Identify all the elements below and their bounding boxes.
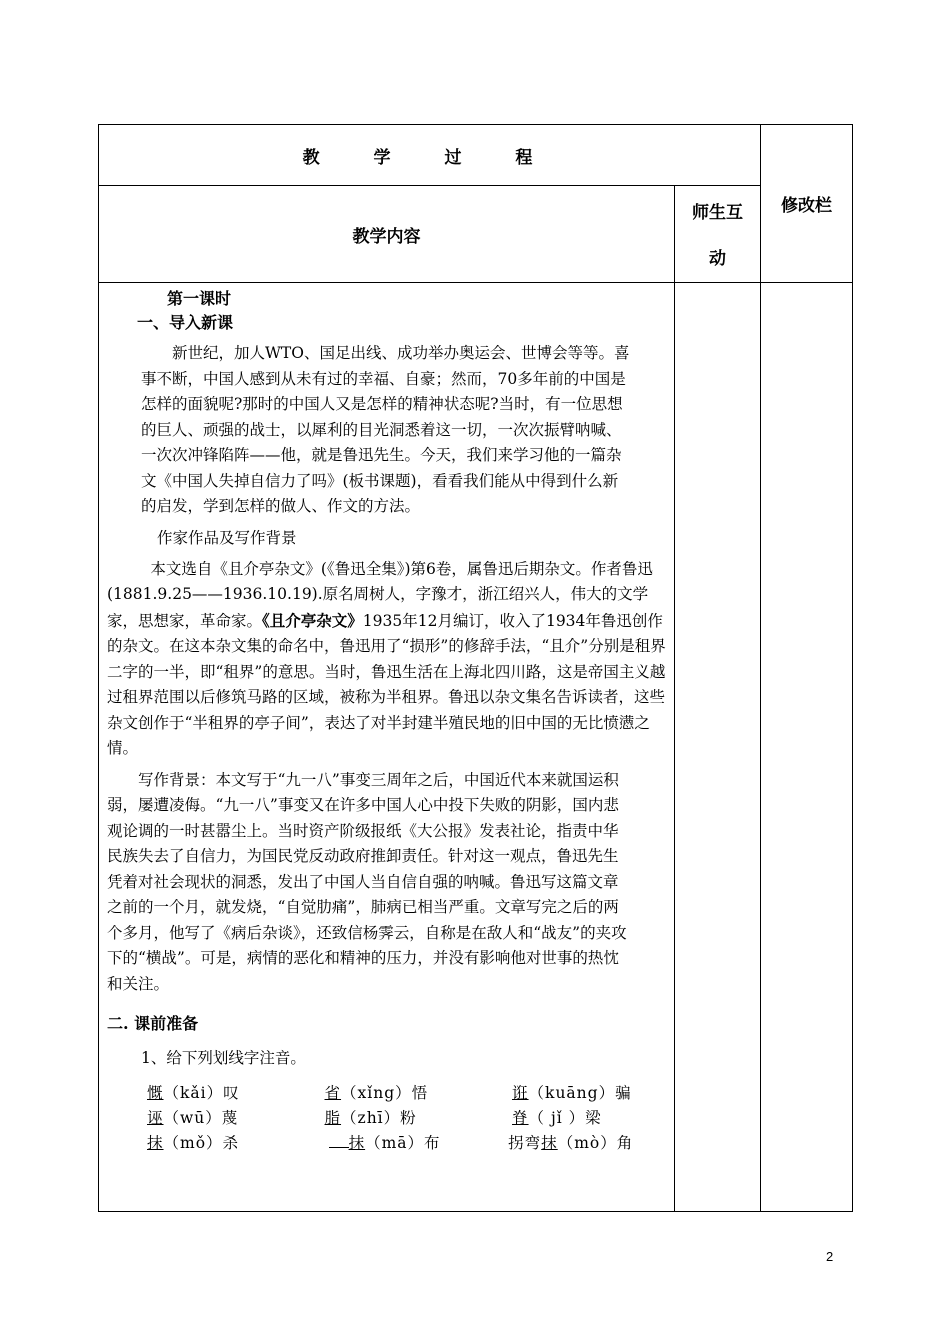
page-number: 2 [826,1249,834,1264]
pinyin-item [496,1106,674,1131]
pinyin-row [147,1081,674,1106]
background-paragraph: 写作背景：本文写于“九一八”事变三周年之后，中国近代本来就国运积弱，屡遭凌侮。“九一八”事变又在许多中国人心中投下失败的阴影，国内悲观论调的一时甚嚣尘上。当时资产阶级报纸《大公报》发表社论，指责中华民族失去了自信力，为国民党反动政府推卸责任。针对这一观点，鲁迅先生凭着对社会现状的洞悉，发出了中国人当自信自强的呐喊。鲁迅写这篇文章之前的一个月，就发烧，“自觉肋痛”，肺病已相当严重。文章写完之后的两个多月，他写了《病后杂谈》，还致信杨霁云，自称是在敌人和“战友”的夹攻下的“横战”。可是，病情的恶化和精神的压力，并没有影响他对世事的热忱和关注。 [107,770,627,993]
pinyin-item [504,1131,674,1156]
pinyin-item [147,1106,319,1131]
lesson-title: 第一课时 [167,289,232,308]
underlined-char: 脂 [324,1109,342,1127]
pinyin-reading: （wū）蔑 [163,1109,239,1127]
author-text-2: 1935年12月编订，收入了1934年鲁迅创作的杂文。在这本杂文集的命名中，鲁迅用了“损形”的修辞手法，“且介”分别是租界二字的一半，即“租界”的意思。当时，鲁迅生活在上海北四川路，这是帝国主义越过租界范围以后修筑马路的区域，被称为半租界。鲁迅以杂文集名告诉读者，这些杂文创作于“半租界的亭子间”，表达了对半封建半殖民地的旧中国的无比愤懑之情。 [107,611,666,757]
underlined-char: 慨 [147,1084,164,1102]
pinyin-reading: （ jǐ ）梁 [528,1109,602,1127]
section-1-title: 一、导入新课 [137,313,234,332]
intro-paragraph: 新世纪，加人WTO、国足出线、成功举办奥运会、世博会等等。喜事不断，中国人感到从未有过的幸福、自豪；然而，70多年前的中国是怎样的面貌呢?那时的中国人又是怎样的精神状态呢?当时，有一位思想的巨人、顽强的战士，以犀利的目光洞悉着这一切，一次次振臂呐喊、一次次冲锋陷阵——他，就是鲁迅先生。今天，我们来学习他的一篇杂文《中国人失掉自信力了吗》(板书课题)，看看我们能从中得到什么新的启发，学到怎样的做人、作文的方法。 [141,344,630,515]
interaction-column-header [675,186,761,283]
task-instruction: 1、给下列划线字注音。 [141,1049,306,1067]
pinyin-reading: （mā）布 [365,1134,441,1152]
author-heading: 作家作品及写作背景 [157,528,297,547]
underline-blank [329,1131,349,1148]
interaction-header-line2: 动 [709,249,726,269]
content-column-header: 教学内容 [99,186,675,283]
author-text-1: 本文选自《且介亭杂文》(《鲁迅全集》)第6卷，属鲁迅后期杂文。作者鲁迅(1881.9.25——1936.10.19).原名周树人，字豫才，浙江绍兴人，伟大的文学家，思想家，革命家。 [107,559,653,630]
author-paragraph [99,557,674,762]
pinyin-item [323,1131,505,1156]
prefix-text: 拐弯 [508,1134,542,1152]
pinyin-item [319,1106,497,1131]
table-title: 教 学 过 程 [99,125,761,186]
underlined-char: 省 [324,1084,342,1102]
lesson-plan-table [98,124,853,1212]
pinyin-item [147,1081,319,1106]
section-2-title: 二. 课前准备 [107,1014,199,1033]
interaction-header-line1: 师生互 [692,203,743,223]
interaction-cell [675,283,761,1212]
pinyin-row [147,1106,674,1131]
revision-column-header: 修改栏 [761,125,853,283]
underlined-char: 诳 [512,1084,529,1102]
underlined-char: 诬 [147,1109,164,1127]
pinyin-reading: （mǒ）杀 [163,1134,240,1152]
pinyin-row [147,1131,674,1156]
pinyin-grid [99,1081,674,1156]
pinyin-item [319,1081,497,1106]
pinyin-item [147,1131,323,1156]
revision-cell [761,283,853,1212]
underlined-char: 抹 [147,1134,164,1152]
content-cell [99,283,675,1212]
pinyin-item [496,1081,674,1106]
pinyin-reading: （mò）角 [557,1134,634,1152]
pinyin-reading: （kuāng）骗 [528,1084,632,1102]
underlined-char: 抹 [541,1134,558,1152]
pinyin-reading: （kǎi）叹 [163,1084,240,1102]
underlined-char: 抹 [348,1134,366,1152]
underlined-char: 脊 [512,1109,529,1127]
book-title-bold: 《且介亭杂文》 [262,610,363,630]
pinyin-reading: （xǐng）悟 [341,1084,429,1102]
pinyin-reading: （zhī）粉 [341,1109,417,1127]
